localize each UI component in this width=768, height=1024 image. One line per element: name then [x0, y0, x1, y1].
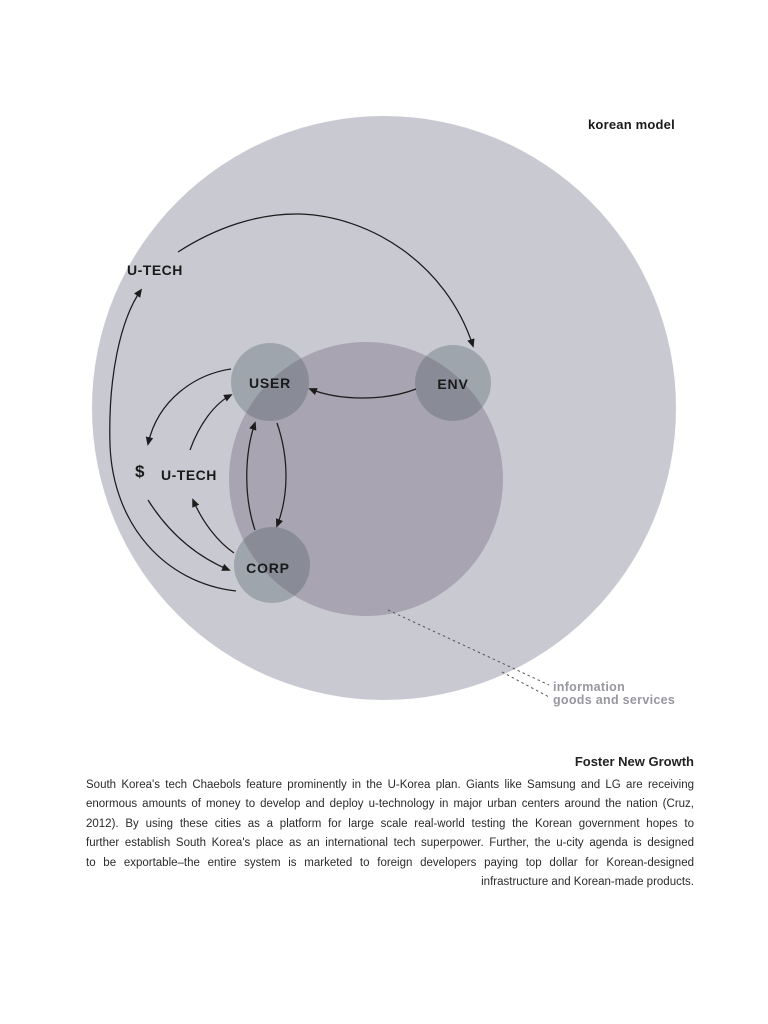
caption-block — [86, 754, 694, 892]
caption-line: South Korea's tech Chaebols feature prominently in the U-Korea plan. Giants like Samsung and LG are receiving — [86, 779, 694, 791]
caption-line: further establish South Korea's place as an international tech superpower. Further, the u-city agenda is designed — [86, 837, 694, 850]
callout-line-goods — [502, 672, 549, 697]
information-callout-label: information — [553, 680, 626, 694]
caption-line: 2012). By using these cities as a platform for large scale real-world testing the Korean government hopes to — [86, 817, 694, 830]
caption-line: enormous amounts of money to develop and deploy u-technology in major urban centers around the nation (Cruz, — [86, 798, 694, 811]
caption-title: Foster New Growth — [574, 754, 694, 769]
dollar-label: $ — [135, 462, 145, 481]
utech-mid-label: U-TECH — [161, 467, 217, 483]
goods-services-callout-label: goods and services — [553, 693, 676, 707]
user-node-label: USER — [248, 375, 292, 391]
caption-line: infrastructure and Korean-made products. — [481, 876, 694, 889]
corp-node-label: CORP — [246, 560, 290, 576]
utech-top-label: U-TECH — [127, 262, 183, 278]
caption-line: to be exportable–the entire system is marketed to foreign developers paying top dollar for Korean-designed — [86, 856, 694, 869]
korean-model-label: korean model — [588, 117, 675, 132]
env-node-label: ENV — [437, 376, 469, 392]
